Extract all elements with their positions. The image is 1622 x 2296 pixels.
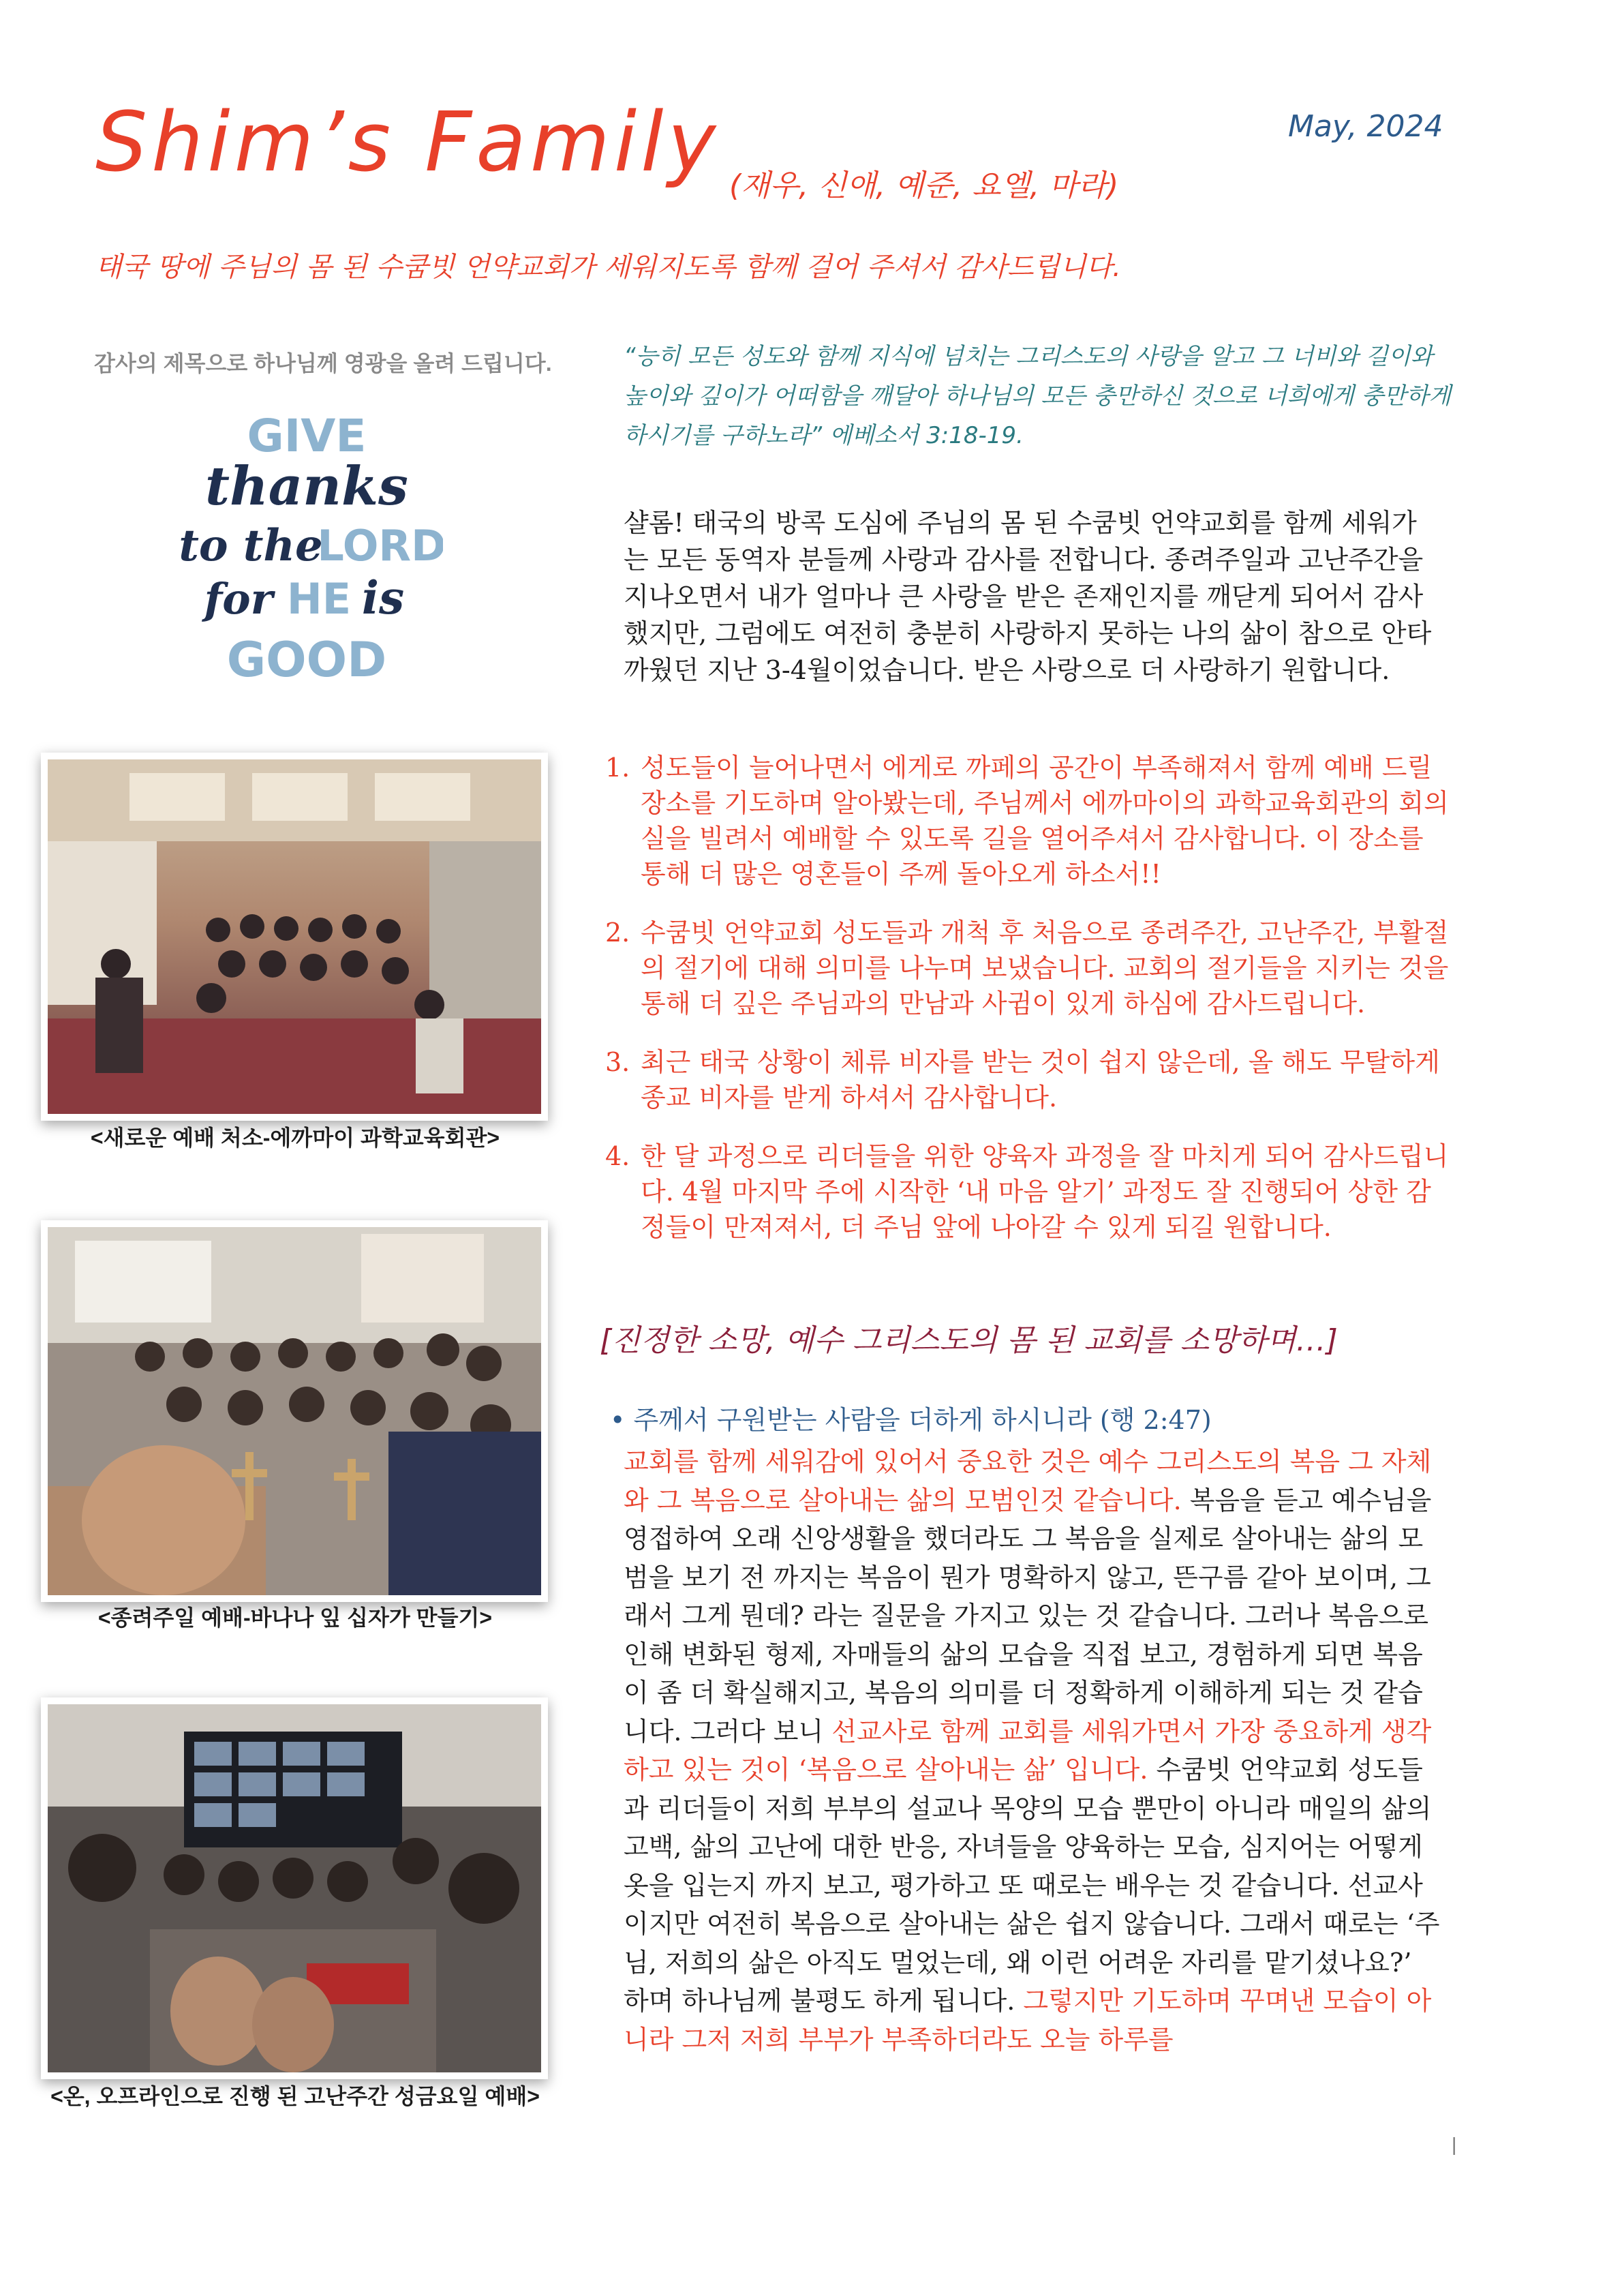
photo-new-venue-image <box>48 759 541 1114</box>
point-title: • 주께서 구원받는 사람을 더하게 하시니라 (행 2:47) <box>610 1405 1212 1435</box>
list-item <box>600 1138 1452 1245</box>
list-number: 1. <box>605 753 630 783</box>
list-text: 한 달 과정으로 리더들을 위한 양육자 과정을 잘 마치게 되어 감사드립니다. 4월 마지막 주에 시작한 ‘내 마음 알기’ 과정도 잘 진행되어 상한 감정들이 만져져서, 더 주님 앞에 나아갈 수 있게 되길 원합니다. <box>641 1141 1449 1242</box>
family-members: (재우, 신애, 예준, 요엘, 마라) <box>729 168 1119 203</box>
lettering-good: GOOD <box>226 632 387 688</box>
photo-new-venue <box>41 753 548 1121</box>
list-number: 3. <box>605 1047 630 1077</box>
give-thanks-lettering <box>170 409 443 723</box>
lettering-thanks: thanks <box>205 455 408 517</box>
photo-good-friday-image <box>48 1704 541 2072</box>
photo-caption-2: <종려주일 예배-바나나 잎 십자가 만들기> <box>97 1605 493 1630</box>
give-thanks-graphic <box>170 409 443 723</box>
photo-palm-sunday <box>41 1220 548 1602</box>
photo-caption-3: <온, 오프라인으로 진행 된 고난주간 성금요일 예배> <box>50 2084 540 2109</box>
list-text: 수쿰빗 언약교회 성도들과 개척 후 처음으로 종려주간, 고난주간, 부활절의 절기에 대해 의미를 나누며 보냈습니다. 교회의 절기들을 지키는 것을 통해 더 깊은 주님과의 만남과 사귐이 있게 하심에 감사드립니다. <box>641 918 1449 1018</box>
lettering-he: HE <box>286 574 352 624</box>
body-text <box>624 1442 1441 2059</box>
banner-message: 태국 땅에 주님의 몸 된 수쿰빗 언약교회가 세워지도록 함께 걸어 주셔서 감사드립니다. <box>95 252 1121 283</box>
list-item <box>600 915 1452 1021</box>
photo-good-friday <box>41 1697 548 2079</box>
list-number: 4. <box>605 1141 630 1171</box>
highlight-text-1: 교회를 함께 세워감에 있어서 중요한 것은 예수 그리스도의 복음 그 자체와 그 복음으로 살아내는 삶의 모범인것 같습니다. <box>624 1447 1432 1515</box>
list-item <box>600 750 1452 892</box>
lettering-to-the: to the <box>179 520 323 571</box>
lettering-give: GIVE <box>247 410 367 462</box>
lettering-is: is <box>361 571 405 624</box>
section-heading: [진정한 소망, 예수 그리스도의 몸 된 교회를 소망하며…] <box>600 1323 1338 1358</box>
thanks-list <box>600 750 1452 1268</box>
scripture-verse: “능히 모든 성도와 함께 지식에 넘치는 그리스도의 사랑을 알고 그 너비와 길이와 높이와 깊이가 어떠함을 깨달아 하나님의 모든 충만하신 것으로 너희에게 충만하게 하시기를 구하노라” 에베소서 3:18-19. <box>624 343 1451 449</box>
highlight-text-2: 선교사로 함께 교회를 세워가면서 가장 중요하게 생각하고 있는 것이 ‘복음으로 살아내는 삶’ 입니다. <box>624 1716 1432 1785</box>
list-text: 성도들이 늘어나면서 에게로 까페의 공간이 부족해져서 함께 예배 드릴 장소를 기도하며 알아봤는데, 주님께서 에까마이의 과학교육회관의 회의실을 빌려서 예배할 수 있도록 길을 열어주셔서 감사합니다. 이 장소를 통해 더 많은 영혼들이 주께 돌아오게 하소서!! <box>641 753 1449 889</box>
highlight-text-3: 그렇지만 기도하며 꾸며낸 모습이 아니라 그저 저희 부부가 부족하더라도 오늘 하루를 <box>624 1986 1432 2055</box>
praise-label: 감사의 제목으로 하나님께 영광을 올려 드립니다. <box>94 351 552 376</box>
newsletter-date: May, 2024 <box>1288 109 1443 144</box>
lettering-for: for <box>204 574 273 624</box>
lettering-lord: LORD <box>317 521 443 571</box>
body-text-1: 복음을 듣고 예수님을 영접하여 오래 신앙생활을 했더라도 그 복음을 실제로 살아내는 삶의 모범을 보기 전 까지는 복음이 뭔가 명확하지 않고, 뜬구름 같아 보이며, 그래서 그게 뭔데? 라는 질문을 가지고 있는 것 같습니다. 그러나 복음으로 인해 변화된 형제, 자매들의 삶의 모습을 직접 보고, 경험하게 되면 복음이 좀 더 확실해지고, 복음의 의미를 더 정확하게 이해하게 되는 것 같습니다. 그러다 보니 <box>624 1485 1432 1747</box>
photo-palm-sunday-image <box>48 1227 541 1595</box>
list-text: 최근 태국 상황이 체류 비자를 받는 것이 쉽지 않은데, 올 해도 무탈하게 종교 비자를 받게 하셔서 감사합니다. <box>641 1047 1440 1113</box>
intro-paragraph: 샬롬! 태국의 방콕 도심에 주님의 몸 된 수쿰빗 언약교회를 함께 세워가는 모든 동역자 분들께 사랑과 감사를 전합니다. 종려주일과 고난주간을 지나오면서 내가 얼마나 큰 사랑을 받은 존재인지를 깨닫게 되어서 감사했지만, 그럼에도 여전히 충분히 사랑하지 못하는 나의 삶이 참으로 안타까웠던 지난 3-4월이었습니다. 받은 사랑으로 더 사랑하기 원합니다. <box>624 508 1432 685</box>
page-mark: | <box>1452 2134 1457 2155</box>
list-item <box>600 1044 1452 1115</box>
photo-caption-1: <새로운 예배 처소-에까마이 과학교육회관> <box>90 1126 500 1150</box>
body-text-2: 수쿰빗 언약교회 성도들과 리더들이 저희 부부의 설교나 목양의 모습 뿐만이 아니라 매일의 삶의 고백, 삶의 고난에 대한 반응, 자녀들을 양육하는 모습, 심지어는 어떻게 옷을 입는지 까지 보고, 평가하고 또 때로는 배우는 것 같습니다. 선교사이지만 여전히 복음으로 살아내는 삶은 쉽지 않습니다. 그래서 때로는 ‘주님, 저희의 삶은 아직도 멀었는데, 왜 이런 어려운 자리를 맡기셨나요?’ 하며 하나님께 불평도 하게 됩니다. <box>624 1755 1440 2016</box>
page-title: Shim’s Family <box>95 95 720 190</box>
list-number: 2. <box>605 918 630 948</box>
